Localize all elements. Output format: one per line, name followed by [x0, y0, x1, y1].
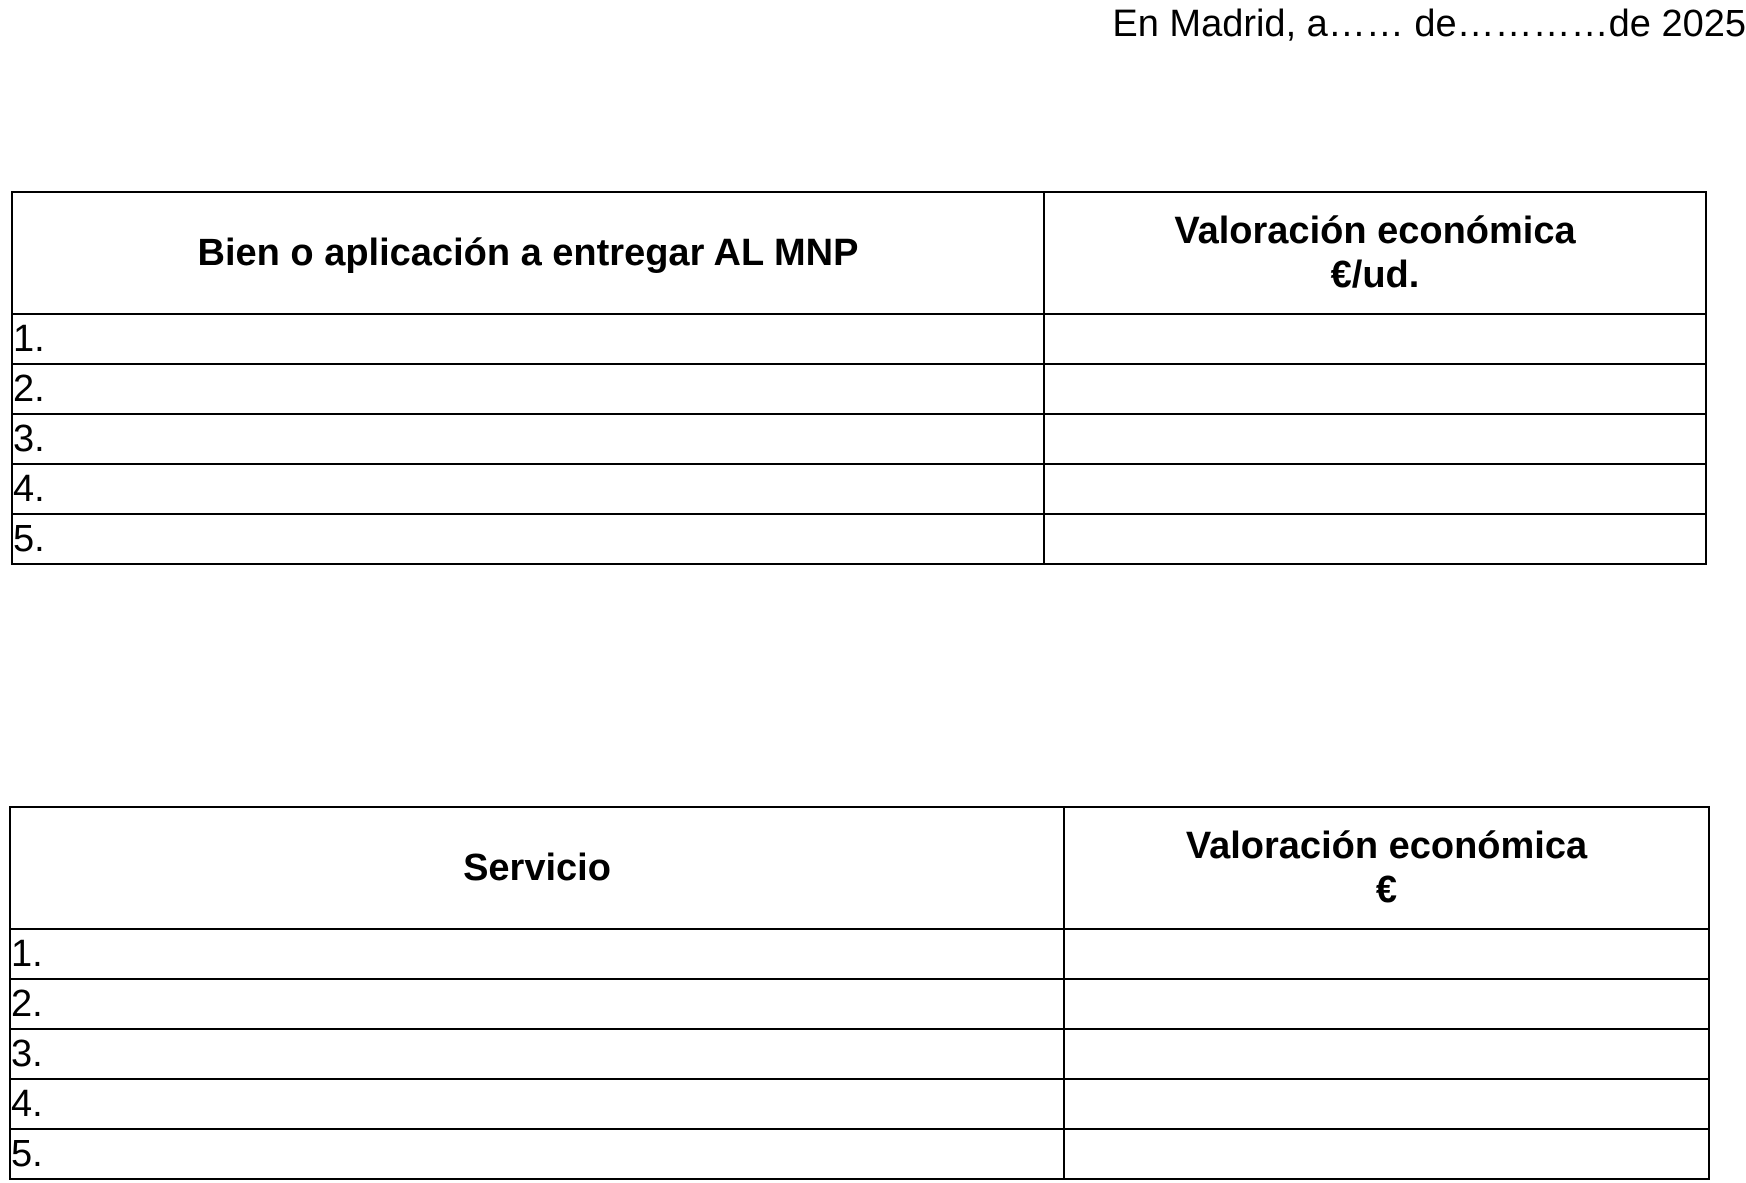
service-item-cell[interactable]: [10, 1129, 1064, 1179]
table-header-row: [12, 192, 1706, 314]
goods-value-cell[interactable]: [1044, 364, 1706, 414]
table-row: [10, 929, 1709, 979]
goods-value-header-line2: €/ud.: [1330, 254, 1420, 296]
service-value-cell[interactable]: [1064, 929, 1709, 979]
row-number: 2.: [11, 983, 43, 1025]
service-item-cell[interactable]: [10, 1029, 1064, 1079]
goods-value-column-header: [1044, 192, 1706, 314]
row-number: 4.: [11, 1083, 43, 1125]
table-row: [12, 314, 1706, 364]
service-column-header-label: Servicio: [463, 847, 611, 889]
table-row: [12, 464, 1706, 514]
table-row: [12, 414, 1706, 464]
service-item-cell[interactable]: [10, 979, 1064, 1029]
row-number: 3.: [11, 1033, 43, 1075]
row-number: 4.: [13, 468, 45, 510]
goods-value-cell[interactable]: [1044, 514, 1706, 564]
goods-item-cell[interactable]: [12, 414, 1044, 464]
table-row: [12, 514, 1706, 564]
services-valuation-table: [9, 806, 1710, 1180]
table-row: [10, 979, 1709, 1029]
row-number: 3.: [13, 418, 45, 460]
row-number: 2.: [13, 368, 45, 410]
goods-value-cell[interactable]: [1044, 414, 1706, 464]
table-header-row: [10, 807, 1709, 929]
row-number: 1.: [13, 318, 45, 360]
table-row: [12, 364, 1706, 414]
table-row: [10, 1029, 1709, 1079]
goods-value-cell[interactable]: [1044, 314, 1706, 364]
goods-column-header: [12, 192, 1044, 314]
row-number: 5.: [13, 518, 45, 560]
service-value-header-line2: €: [1375, 869, 1398, 911]
goods-valuation-table: [11, 191, 1707, 565]
service-column-header: [10, 807, 1064, 929]
goods-item-cell[interactable]: [12, 364, 1044, 414]
goods-value-header-line1: Valoración económica: [1174, 210, 1576, 252]
goods-item-cell[interactable]: [12, 514, 1044, 564]
service-value-cell[interactable]: [1064, 1029, 1709, 1079]
service-value-column-header: [1064, 807, 1709, 929]
row-number: 5.: [11, 1133, 43, 1175]
service-value-cell[interactable]: [1064, 1079, 1709, 1129]
table-row: [10, 1079, 1709, 1129]
goods-value-cell[interactable]: [1044, 464, 1706, 514]
service-value-cell[interactable]: [1064, 1129, 1709, 1179]
service-value-cell[interactable]: [1064, 979, 1709, 1029]
goods-item-cell[interactable]: [12, 464, 1044, 514]
goods-column-header-label: Bien o aplicación a entregar AL MNP: [197, 232, 859, 274]
service-item-cell[interactable]: [10, 929, 1064, 979]
service-item-cell[interactable]: [10, 1079, 1064, 1129]
service-value-header-line1: Valoración económica: [1185, 825, 1588, 867]
row-number: 1.: [11, 933, 43, 975]
date-line: En Madrid, a…… de…………de 2025: [1112, 3, 1746, 45]
goods-item-cell[interactable]: [12, 314, 1044, 364]
table-row: [10, 1129, 1709, 1179]
